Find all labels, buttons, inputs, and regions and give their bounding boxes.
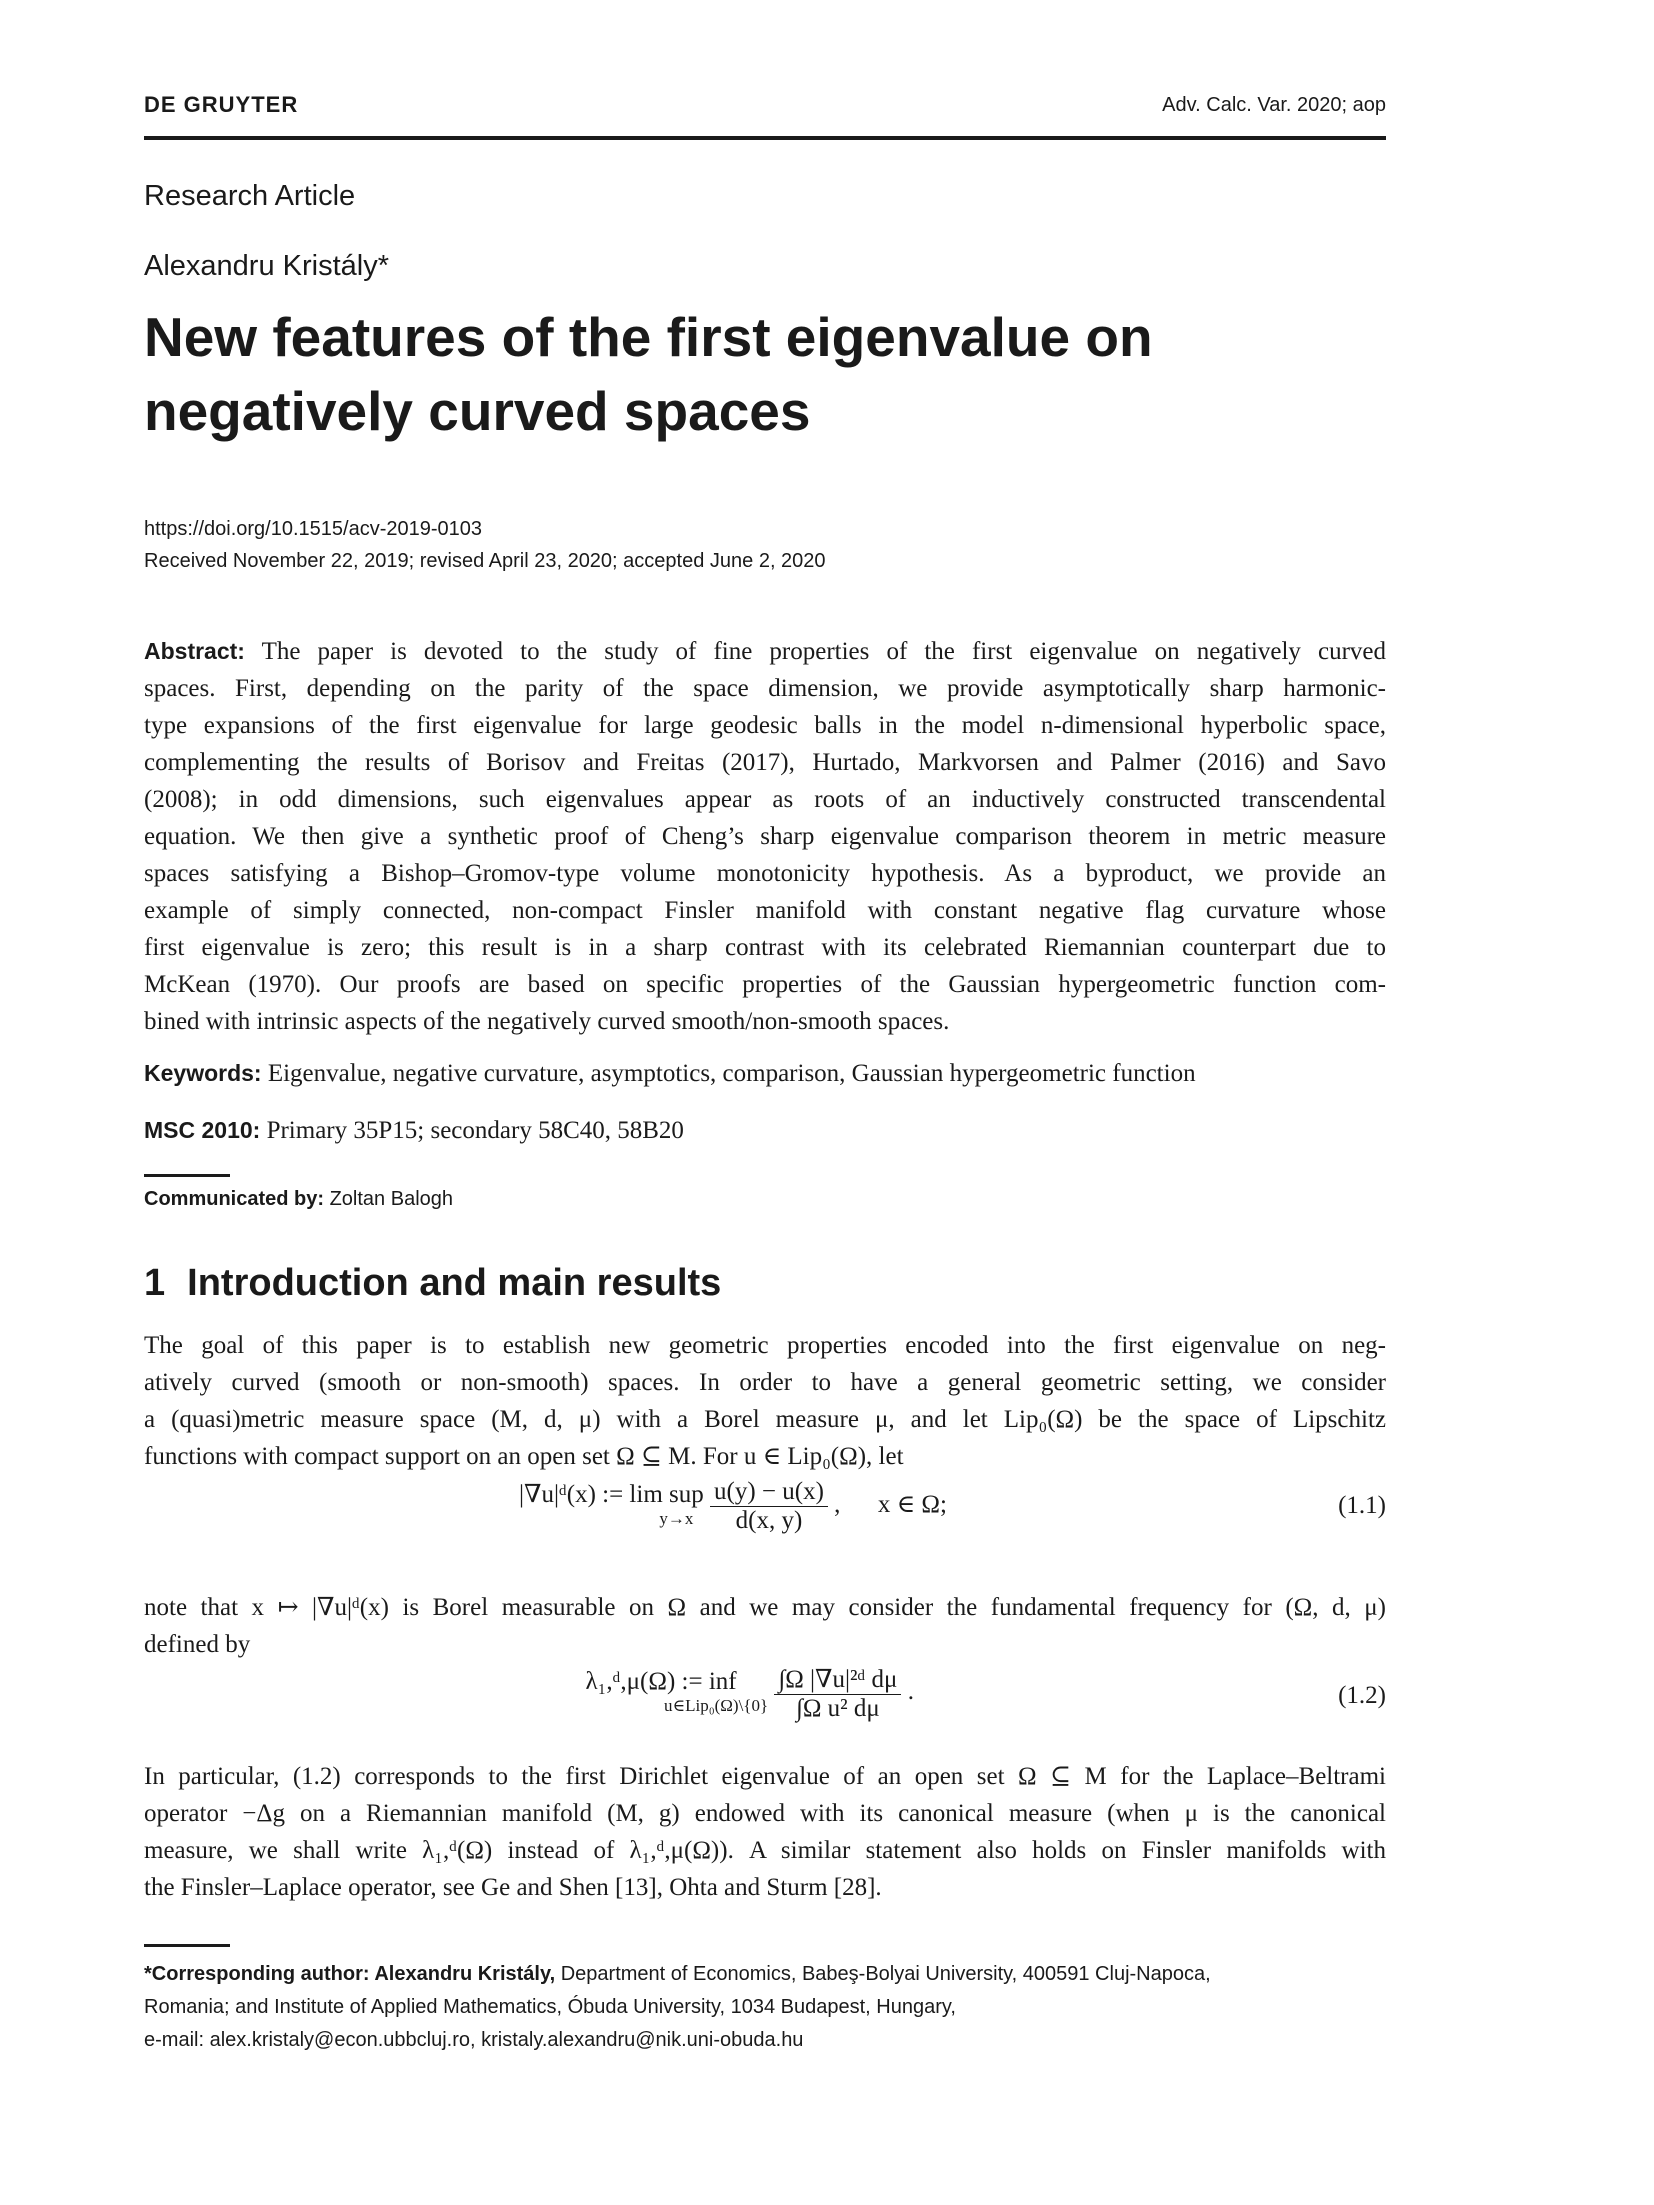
paragraph-line: the Finsler–Laplace operator, see Ge and Shen [13], Ohta and Sturm [28]. <box>144 1874 882 1901</box>
abstract-line: type expansions of the first eigenvalue for large geodesic balls in the model n-dimensional hyperbolic space, <box>144 712 1386 739</box>
footnote-emails[interactable]: e-mail: alex.kristaly@econ.ubbcluj.ro, kristaly.alexandru@nik.uni-obuda.hu <box>144 2029 804 2051</box>
eq1-numerator: u(y) − u(x) <box>714 1478 824 1505</box>
keywords <box>144 1055 1196 1092</box>
section-heading <box>144 1262 721 1305</box>
eq1-tail: , x ∈ Ω; <box>834 1491 947 1519</box>
paragraph-line: a (quasi)metric measure space (M, d, μ) with a Borel measure μ, and let Lip₀(Ω) be the space of Lipschitz <box>144 1406 1386 1433</box>
paragraph-line: The goal of this paper is to establish new geometric properties encoded into the first eigenvalue on neg- <box>144 1332 1386 1359</box>
eq2-denominator: ∫Ω u² dμ <box>774 1694 901 1723</box>
doi-link[interactable]: https://doi.org/10.1515/acv-2019-0103 <box>144 518 483 540</box>
communicated-label: Communicated by: <box>144 1188 325 1210</box>
paragraph-line: defined by <box>144 1631 251 1658</box>
author-name: Alexandru Kristály* <box>144 250 389 282</box>
abstract-line: example of simply connected, non-compact Finsler manifold with constant negative flag curvature whose <box>144 897 1386 924</box>
abstract-line: first eigenvalue is zero; this result is in a sharp contrast with its celebrated Riemannian counterpart due to <box>144 934 1386 961</box>
footnote-rule <box>144 1944 230 1947</box>
abstract-line: equation. We then give a synthetic proof of Cheng’s sharp eigenvalue comparison theorem in metric measure <box>144 823 1386 850</box>
abstract-line: (2008); in odd dimensions, such eigenvalues appear as roots of an inductively constructed transcendental <box>144 786 1386 813</box>
eq1-lhs: |∇u|ᵈ(x) := lim sup y→x <box>519 1483 704 1531</box>
article-type: Research Article <box>144 180 356 212</box>
paragraph-line: atively curved (smooth or non-smooth) spaces. In order to have a general geometric setting, we consider <box>144 1369 1386 1396</box>
eq2-inf-subscript: u∈Lip₀(Ω)\{0} <box>664 1695 769 1715</box>
section-number: 1 <box>144 1262 166 1304</box>
keywords-label: Keywords: <box>144 1060 262 1086</box>
paragraph-line: functions with compact support on an open set Ω ⊆ M. For u ∈ Lip₀(Ω), let <box>144 1443 904 1470</box>
eq1-denominator: d(x, y) <box>710 1506 828 1535</box>
msc-label: MSC 2010: <box>144 1117 261 1143</box>
eq2-number: (1.2) <box>1338 1682 1386 1709</box>
intro-paragraph-1 <box>144 1327 1386 1475</box>
paragraph-line: In particular, (1.2) corresponds to the first Dirichlet eigenvalue of an open set Ω ⊆ M for the Laplace–Beltrami <box>144 1763 1386 1790</box>
article-title: New features of the first eigenvalue on negatively curved spaces <box>144 306 1153 442</box>
abstract-line: spaces satisfying a Bishop–Gromov-type volume monotonicity hypothesis. As a byproduct, we provide an <box>144 860 1386 887</box>
corresponding-author-footnote <box>144 1958 1386 2057</box>
abstract <box>144 633 1386 1040</box>
abstract-line: complementing the results of Borisov and Freitas (2017), Hurtado, Markvorsen and Palmer (2016) and Savo <box>144 749 1386 776</box>
abstract-line: Abstract: The paper is devoted to the study of fine properties of the first eigenvalue on negatively curved <box>144 638 1386 665</box>
abstract-line: spaces. First, depending on the parity of the space dimension, we provide asymptotically sharp harmonic- <box>144 675 1386 702</box>
intro-paragraph-2 <box>144 1589 1386 1663</box>
keywords-text: Eigenvalue, negative curvature, asymptotics, comparison, Gaussian hypergeometric function <box>267 1060 1196 1087</box>
eq2-lhs: λ₁,ᵈ,μ(Ω) := inf u∈Lip₀(Ω)\{0} <box>554 1670 768 1718</box>
equation-1-1 <box>144 1478 1386 1548</box>
abstract-line: McKean (1970). Our proofs are based on specific properties of the Gaussian hypergeometric function com- <box>144 971 1386 998</box>
msc-text: Primary 35P15; secondary 58C40, 58B20 <box>266 1117 684 1144</box>
paragraph-line: note that x ↦ |∇u|ᵈ(x) is Borel measurable on Ω and we may consider the fundamental frequency for (Ω, d, μ) <box>144 1594 1386 1621</box>
paragraph-line: operator −Δg on a Riemannian manifold (M, g) endowed with its canonical measure (when μ is the canonical <box>144 1800 1386 1827</box>
communicated-by <box>144 1188 453 1211</box>
msc-classification <box>144 1112 684 1149</box>
abstract-label: Abstract: <box>144 638 245 664</box>
eq2-tail: . <box>907 1678 914 1706</box>
communicated-rule <box>144 1174 230 1177</box>
paragraph-line: measure, we shall write λ₁,ᵈ(Ω) instead of λ₁,ᵈ,μ(Ω)). A similar statement also holds on Finsler manifolds with <box>144 1837 1386 1864</box>
eq2-fraction <box>774 1664 901 1723</box>
publisher-logo: DE GRUYTER <box>144 92 299 117</box>
equation-1-2 <box>144 1664 1386 1744</box>
header-rule <box>144 136 1386 140</box>
received-dates: Received November 22, 2019; revised April 23, 2020; accepted June 2, 2020 <box>144 550 826 572</box>
eq1-limit-subscript: y→x <box>659 1508 694 1528</box>
abstract-line: bined with intrinsic aspects of the negatively curved smooth/non-smooth spaces. <box>144 1008 950 1035</box>
footnote-label: *Corresponding author: Alexandru Kristály, <box>144 1963 556 1985</box>
eq2-numerator: ∫Ω |∇u|²ᵈ dμ <box>778 1666 898 1693</box>
intro-paragraph-3 <box>144 1758 1386 1906</box>
footnote-line: Romania; and Institute of Applied Mathematics, Óbuda University, 1034 Budapest, Hungary, <box>144 1996 956 2018</box>
section-title: Introduction and main results <box>187 1262 722 1304</box>
journal-reference: Adv. Calc. Var. 2020; aop <box>1162 94 1386 116</box>
eq1-fraction <box>710 1478 828 1535</box>
communicated-name: Zoltan Balogh <box>329 1188 454 1210</box>
footnote-line: *Corresponding author: Alexandru Kristály, Department of Economics, Babeş-Bolyai University, 400591 Cluj-Napoca, <box>144 1963 1211 1985</box>
eq1-number: (1.1) <box>1338 1492 1386 1519</box>
